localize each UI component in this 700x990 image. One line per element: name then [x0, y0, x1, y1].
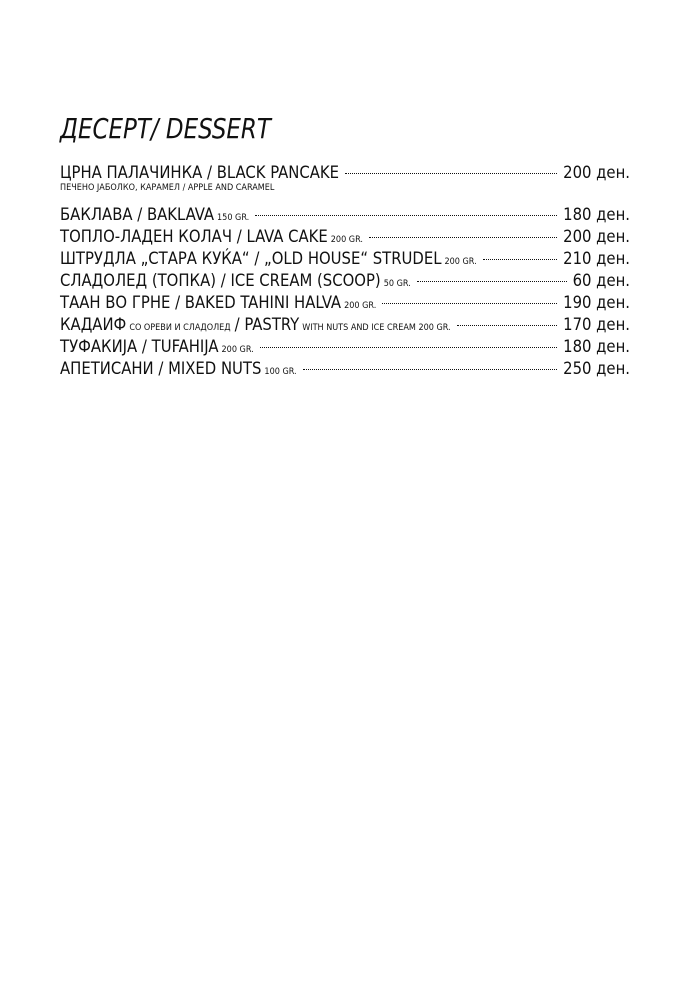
menu-item-black-pancake	[60, 162, 630, 184]
item-price: 60 ден.	[572, 271, 630, 290]
item-price: 250 ден.	[563, 359, 630, 378]
item-name-en: / PASTRY	[234, 315, 300, 334]
menu-item-lava-cake	[60, 226, 630, 248]
dot-leader	[483, 259, 557, 260]
dot-leader	[255, 215, 557, 216]
item-description: ПЕЧЕНО ЈАБОЛКО, КАРАМЕЛ / APPLE AND CARAMEL	[60, 183, 275, 193]
item-price: 200 ден.	[563, 163, 630, 182]
menu-item-ice-cream	[60, 270, 630, 292]
item-name: ШТРУДЛА „СТАРА КУЌА“ / „OLD HOUSE“ STRUDEL	[60, 249, 442, 268]
dot-leader	[382, 303, 557, 304]
menu-item-strudel	[60, 248, 630, 270]
item-price: 170 ден.	[563, 315, 630, 334]
item-weight: 200 GR.	[344, 301, 377, 311]
menu-item-tahini-halva	[60, 292, 630, 314]
menu-title: ДЕСЕРТ/ DESSERT	[60, 112, 271, 145]
item-name: ЦРНА ПАЛАЧИНКА / BLACK PANCAKE	[60, 163, 339, 182]
item-name: ТУФАКИЈА / TUFAHIJA	[60, 337, 219, 356]
menu-item-mixed-nuts	[60, 358, 630, 380]
dot-leader	[260, 347, 557, 348]
dot-leader	[457, 325, 557, 326]
menu-item-kadaif	[60, 314, 630, 336]
dessert-menu	[60, 112, 630, 380]
item-weight: 150 GR.	[217, 213, 250, 223]
dot-leader	[417, 281, 567, 282]
item-note-mk: СО ОРЕВИ И СЛАДОЛЕД	[129, 323, 231, 333]
dot-leader	[345, 173, 557, 174]
item-name: ТААН ВО ГРНЕ / BAKED TAHINI HALVA	[60, 293, 342, 312]
item-price: 180 ден.	[563, 337, 630, 356]
item-price: 180 ден.	[563, 205, 630, 224]
item-weight: 200 GR.	[330, 235, 363, 245]
item-name: КАДАИФ	[60, 315, 127, 334]
item-price: 200 ден.	[563, 227, 630, 246]
item-note-en: WITH NUTS AND ICE CREAM 200 GR.	[302, 323, 451, 333]
item-price: 210 ден.	[563, 249, 630, 268]
menu-item-baklava	[60, 204, 630, 226]
dot-leader	[369, 237, 557, 238]
item-name: СЛАДОЛЕД (ТОПКА) / ICE CREAM (SCOOP)	[60, 271, 381, 290]
item-weight: 100 GR.	[264, 367, 297, 377]
item-name: БАКЛАВА / BAKLAVA	[60, 205, 215, 224]
item-name: ТОПЛО-ЛАДЕН КОЛАЧ / LAVA CAKE	[60, 227, 328, 246]
dot-leader	[303, 369, 558, 370]
menu-item-tufahija	[60, 336, 630, 358]
item-weight: 50 GR.	[383, 279, 411, 289]
item-name: АПЕТИСАНИ / MIXED NUTS	[60, 359, 262, 378]
item-weight: 200 GR.	[444, 257, 477, 267]
item-price: 190 ден.	[563, 293, 630, 312]
item-weight: 200 GR.	[221, 345, 254, 355]
